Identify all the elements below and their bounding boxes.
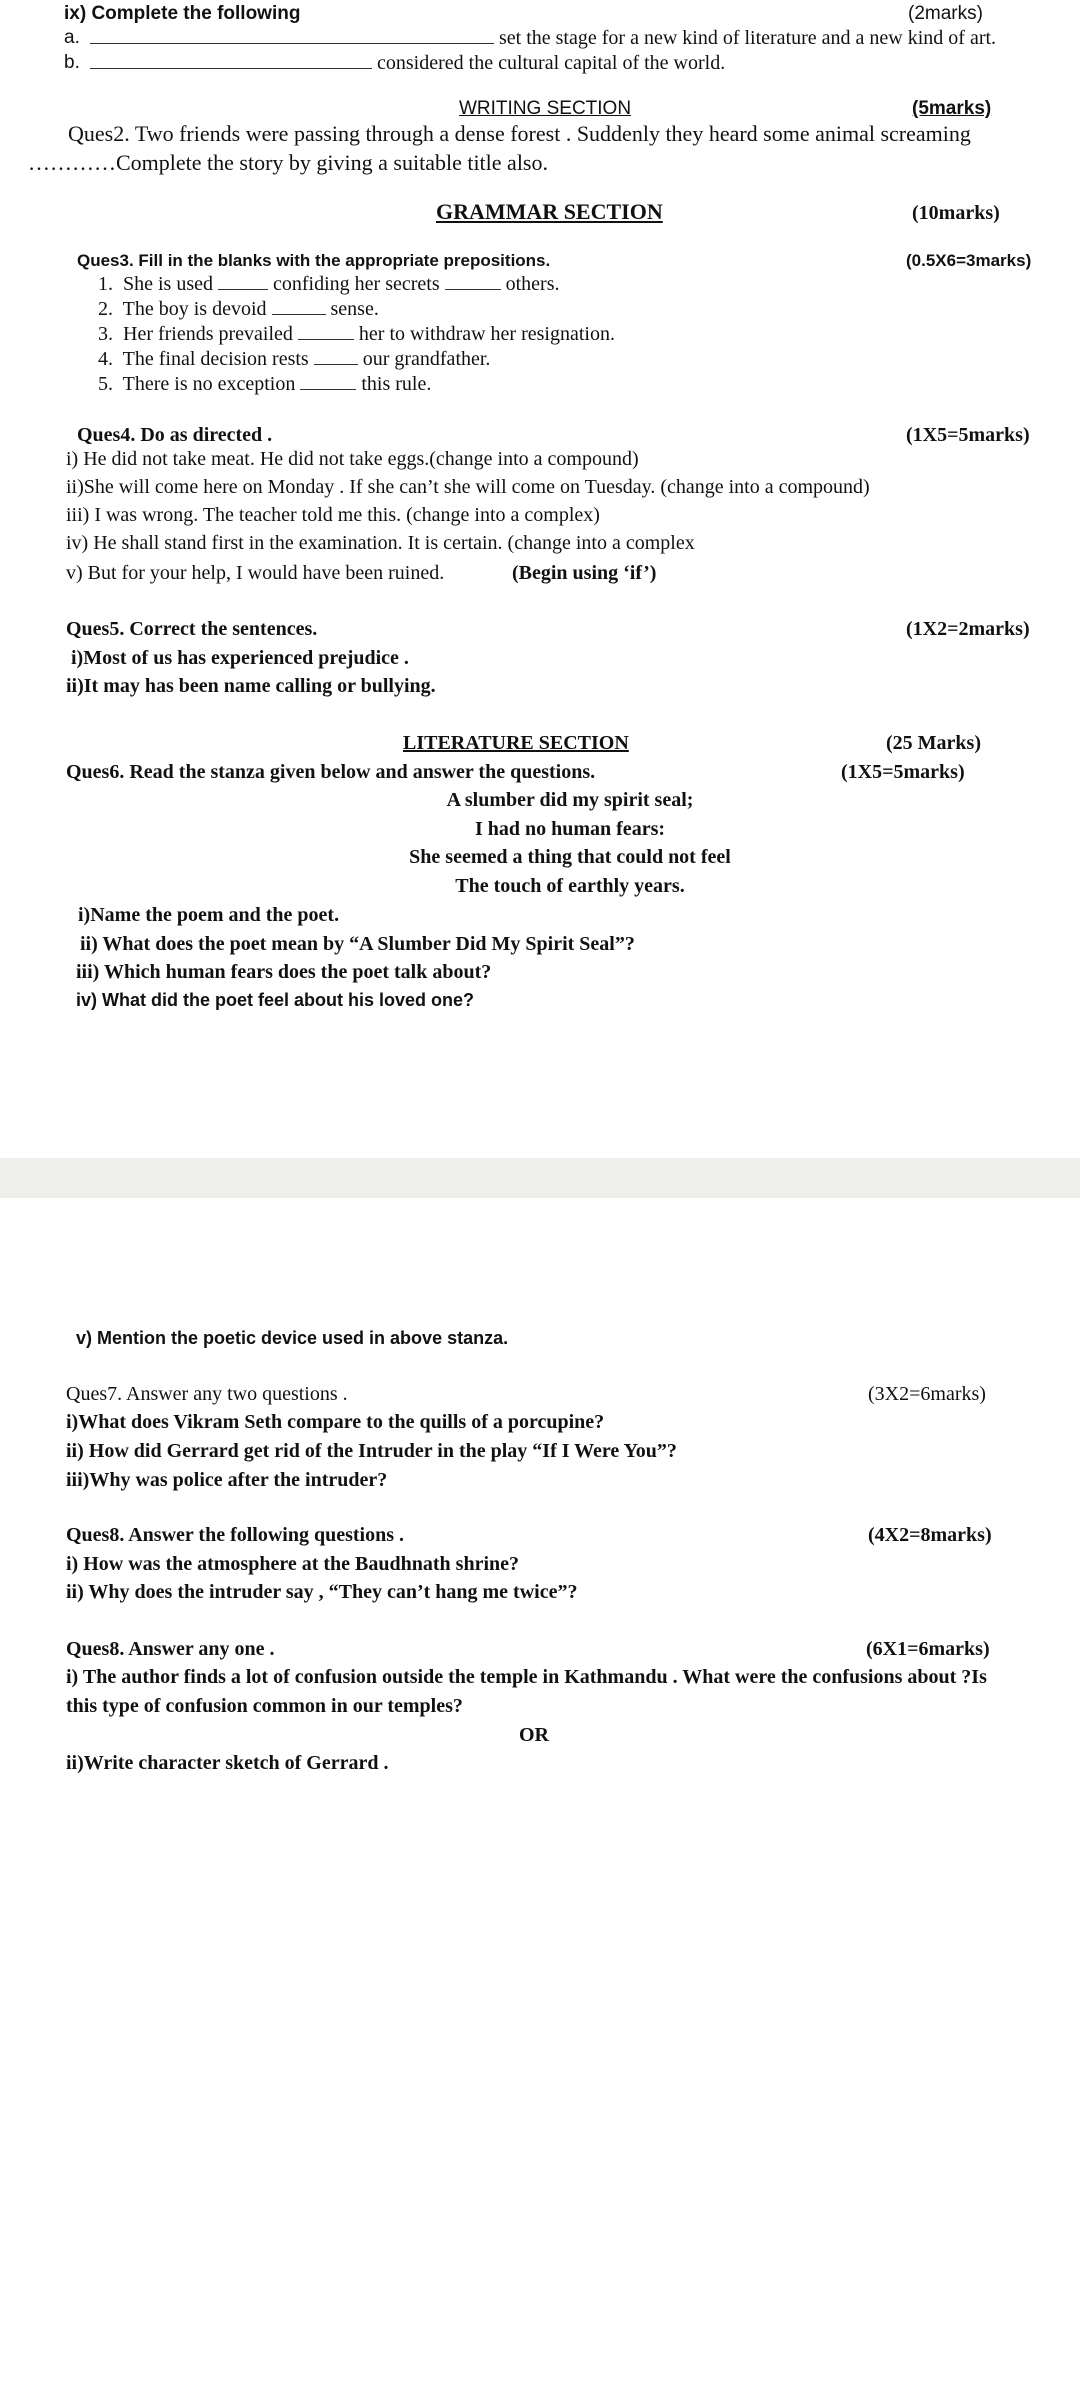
q5-marks: (1X2=2marks): [906, 618, 1030, 640]
q4-title: Ques4. Do as directed .: [77, 424, 273, 446]
q8b-marks: (6X1=6marks): [866, 1638, 990, 1660]
q6-marks: (1X5=5marks): [841, 761, 965, 783]
q4-item-4: iv) He shall stand first in the examination. It is certain. (change into a complex: [66, 532, 695, 554]
answer-blank: [272, 298, 326, 315]
literature-section-marks: (25 Marks): [886, 732, 981, 754]
item-text: our grandfather.: [362, 348, 491, 370]
q3-item-5: [98, 372, 431, 396]
q2-text-line2: …………Complete the story by giving a suitable title also.: [28, 150, 548, 175]
q2-text-line1: Ques2. Two friends were passing through a dense forest . Suddenly they heard some animal screaming: [68, 121, 971, 146]
writing-section-marks: (5marks): [912, 98, 992, 119]
q-ix-b-text: considered the cultural capital of the world.: [377, 52, 726, 74]
writing-section-heading: WRITING SECTION: [459, 98, 632, 119]
q3-title: Ques3. Fill in the blanks with the appropriate prepositions.: [77, 251, 551, 270]
item-text: She is used: [123, 273, 213, 295]
q3-item-3: [98, 322, 615, 346]
q5-item-1: i)Most of us has experienced prejudice .: [71, 647, 409, 669]
q-ix-a-row: [90, 26, 996, 50]
q-ix-b-row: [90, 51, 725, 75]
q6-title: Ques6. Read the stanza given below and answer the questions.: [66, 761, 596, 783]
stanza-line-2: I had no human fears:: [474, 818, 666, 840]
q6-item-2: ii) What does the poet mean by “A Slumber Did My Spirit Seal”?: [80, 933, 635, 955]
stanza-line-3: She seemed a thing that could not feel: [409, 846, 731, 868]
item-text: her to withdraw her resignation.: [358, 323, 615, 345]
item-text: confiding her secrets: [273, 273, 440, 295]
item-number: 3.: [98, 323, 113, 345]
item-text: The boy is devoid: [122, 298, 267, 320]
q8a-title: Ques8. Answer the following questions .: [66, 1524, 405, 1546]
q7-marks: (3X2=6marks): [868, 1383, 986, 1405]
q-ix-b-label: b.: [64, 52, 80, 73]
q7-item-2: ii) How did Gerrard get rid of the Intruder in the play “If I Were You”?: [66, 1440, 677, 1462]
q3-marks: (0.5X6=3marks): [906, 251, 1032, 270]
or-divider-text: OR: [519, 1724, 549, 1746]
q8b-item-2: ii)Write character sketch of Gerrard .: [66, 1752, 389, 1774]
q-ix-a-label: a.: [64, 27, 80, 48]
item-number: 4.: [98, 348, 113, 370]
q4-item-5-note: (Begin using ‘if’): [512, 562, 657, 584]
q6-item-1: i)Name the poem and the poet.: [78, 904, 340, 926]
answer-blank: [300, 373, 356, 390]
q5-title: Ques5. Correct the sentences.: [66, 618, 318, 640]
grammar-section-heading: GRAMMAR SECTION: [436, 199, 663, 224]
q5-item-2: ii)It may has been name calling or bullying.: [66, 675, 436, 697]
q7-item-1: i)What does Vikram Seth compare to the quills of a porcupine?: [66, 1411, 605, 1433]
literature-section-heading: LITERATURE SECTION: [403, 732, 629, 754]
q8a-marks: (4X2=8marks): [868, 1524, 992, 1546]
q3-item-1: [98, 272, 560, 296]
q6-item-5: v) Mention the poetic device used in above stanza.: [76, 1328, 509, 1348]
q4-item-2: ii)She will come here on Monday . If she can’t she will come on Tuesday. (change into a compound): [66, 476, 870, 498]
q4-item-5: v) But for your help, I would have been ruined.: [66, 562, 445, 584]
item-number: 2.: [98, 298, 113, 320]
q4-item-1: i) He did not take meat. He did not take eggs.(change into a compound): [66, 448, 639, 470]
item-number: 1.: [98, 273, 113, 295]
answer-blank: [445, 273, 501, 290]
q-ix-marks: (2marks): [908, 3, 983, 24]
exam-page-2: [0, 1198, 1080, 2400]
grammar-section-marks: (10marks): [912, 202, 1000, 224]
stanza-line-1: A slumber did my spirit seal;: [446, 789, 694, 811]
item-text: Her friends prevailed: [123, 323, 293, 345]
q3-item-4: [98, 347, 490, 371]
item-text: this rule.: [361, 373, 432, 395]
page-gap: [0, 1158, 1080, 1198]
answer-blank: [218, 273, 268, 290]
q6-item-3: iii) Which human fears does the poet talk about?: [76, 961, 492, 983]
q8b-title: Ques8. Answer any one .: [66, 1638, 275, 1660]
answer-blank: [90, 52, 372, 69]
stanza-line-4: The touch of earthly years.: [455, 875, 685, 897]
q8a-item-2: ii) Why does the intruder say , “They can’t hang me twice”?: [66, 1581, 578, 1603]
answer-blank: [90, 27, 494, 44]
q7-title: Ques7. Answer any two questions .: [66, 1383, 348, 1405]
q4-marks: (1X5=5marks): [906, 424, 1030, 446]
exam-page-1: [0, 0, 1080, 1158]
item-text: The final decision rests: [122, 348, 309, 370]
q6-item-4: iv) What did the poet feel about his loved one?: [76, 990, 475, 1010]
answer-blank: [314, 348, 358, 365]
q-ix-a-text: set the stage for a new kind of literature and a new kind of art.: [499, 27, 997, 49]
item-text: sense.: [330, 298, 379, 320]
item-text: There is no exception: [122, 373, 296, 395]
q8b-item-1-line1: i) The author finds a lot of confusion outside the temple in Kathmandu . What were the confusions about ?Is: [66, 1666, 987, 1688]
q7-item-3: iii)Why was police after the intruder?: [66, 1469, 388, 1491]
answer-blank: [298, 323, 354, 340]
q8a-item-1: i) How was the atmosphere at the Baudhnath shrine?: [66, 1553, 519, 1575]
q4-item-3: iii) I was wrong. The teacher told me this. (change into a complex): [66, 504, 600, 526]
item-text: others.: [505, 273, 560, 295]
q8b-item-1-line2: this type of confusion common in our temples?: [66, 1695, 463, 1717]
q-ix-title: ix) Complete the following: [64, 3, 301, 24]
item-number: 5.: [98, 373, 113, 395]
q3-item-2: [98, 297, 379, 321]
